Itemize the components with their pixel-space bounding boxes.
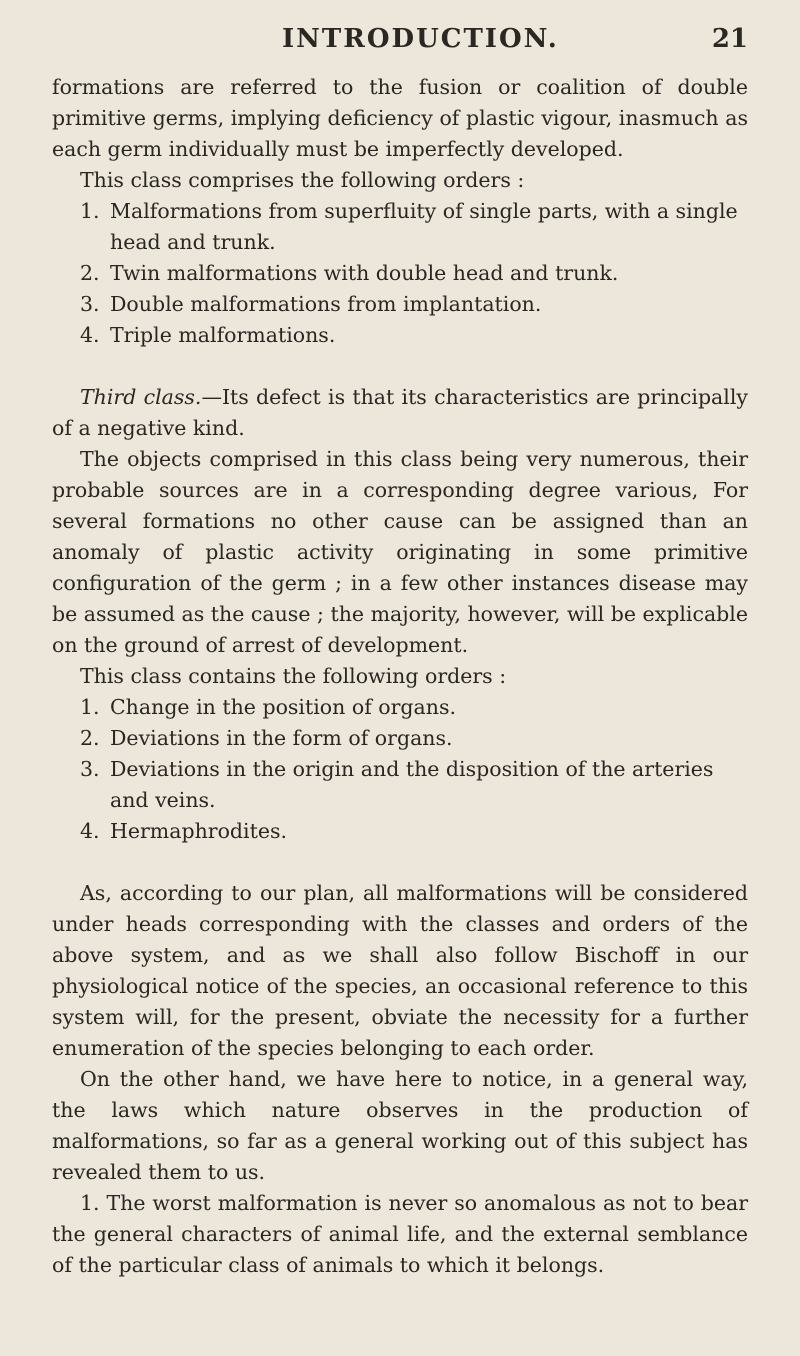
paragraph-1: formations are referred to the fusion or coalition of double primitive germs, implying deficiency of plastic vigour, inasmuch as each germ individually must be imperfectly developed. [52, 75, 748, 161]
list-item-number: 4. [80, 819, 100, 843]
list-item-number: 3. [80, 757, 100, 781]
page-number: 21 [711, 24, 748, 54]
paragraph-5: This class contains the following orders : [80, 664, 507, 688]
list-item-number: 3. [80, 292, 100, 316]
paragraph-7: On the other hand, we have here to notice, in a general way, the laws which nature observes in the production of malformations, so far as a general working out of this subject has revealed them to us. [52, 1067, 748, 1184]
list-item [52, 692, 748, 723]
paragraph-2: This class comprises the following orders : [80, 168, 525, 192]
list-item-number: 4. [80, 323, 100, 347]
list-item-number: 1. [80, 199, 100, 223]
list-item [52, 289, 748, 320]
list-item [52, 320, 748, 351]
spacer [52, 351, 748, 382]
list-item-text: Change in the position of organs. [110, 695, 457, 719]
running-header [0, 20, 800, 60]
list-item-text: Deviations in the origin and the disposition of the arteries and veins. [110, 757, 714, 812]
list-item [52, 196, 748, 258]
list-item-text: Double malformations from implantation. [110, 292, 542, 316]
list-item [52, 816, 748, 847]
paragraph-6: As, according to our plan, all malformations will be considered under heads corresponding with the classes and orders of the above system, and as we shall also follow Bischoff in our physiological notice of the species, an occasional reference to this system will, for the present, obviate the necessity for a further enumeration of the species belonging to each order. [52, 881, 748, 1060]
paragraph-4: The objects comprised in this class being very numerous, their probable sources are in a corresponding degree various, For several formations no other cause can be assigned than an anomaly of plastic activity originating in some primitive configuration of the germ ; in a few other instances disease may be assumed as the cause ; the majority, however, will be explicable on the ground of arrest of development. [52, 447, 748, 657]
third-class-text: —Its defect is that its characteristics are principally of a negative kind. [52, 385, 748, 440]
list-item-number: 2. [80, 261, 100, 285]
orders-list-1 [52, 196, 748, 351]
list-item [52, 258, 748, 289]
third-class-label: Third class. [80, 385, 202, 409]
list-item [52, 723, 748, 754]
list-item-text: Malformations from superfluity of single parts, with a single head and trunk. [110, 199, 738, 254]
list-item-number: 2. [80, 726, 100, 750]
list-item-text: Deviations in the form of organs. [110, 726, 453, 750]
chapter-title: INTRODUCTION. [282, 24, 559, 54]
list-item-text: Hermaphrodites. [110, 819, 288, 843]
list-item [52, 754, 748, 816]
paragraph-3 [52, 382, 748, 444]
list-item-text: Triple malformations. [110, 323, 336, 347]
page-body [52, 72, 748, 1281]
paragraph-8: 1. The worst malformation is never so anomalous as not to bear the general characters of animal life, and the external semblance of the particular class of animals to which it belongs. [52, 1191, 748, 1277]
orders-list-2 [52, 692, 748, 847]
list-item-text: Twin malformations with double head and trunk. [110, 261, 619, 285]
list-item-number: 1. [80, 695, 100, 719]
spacer [52, 847, 748, 878]
